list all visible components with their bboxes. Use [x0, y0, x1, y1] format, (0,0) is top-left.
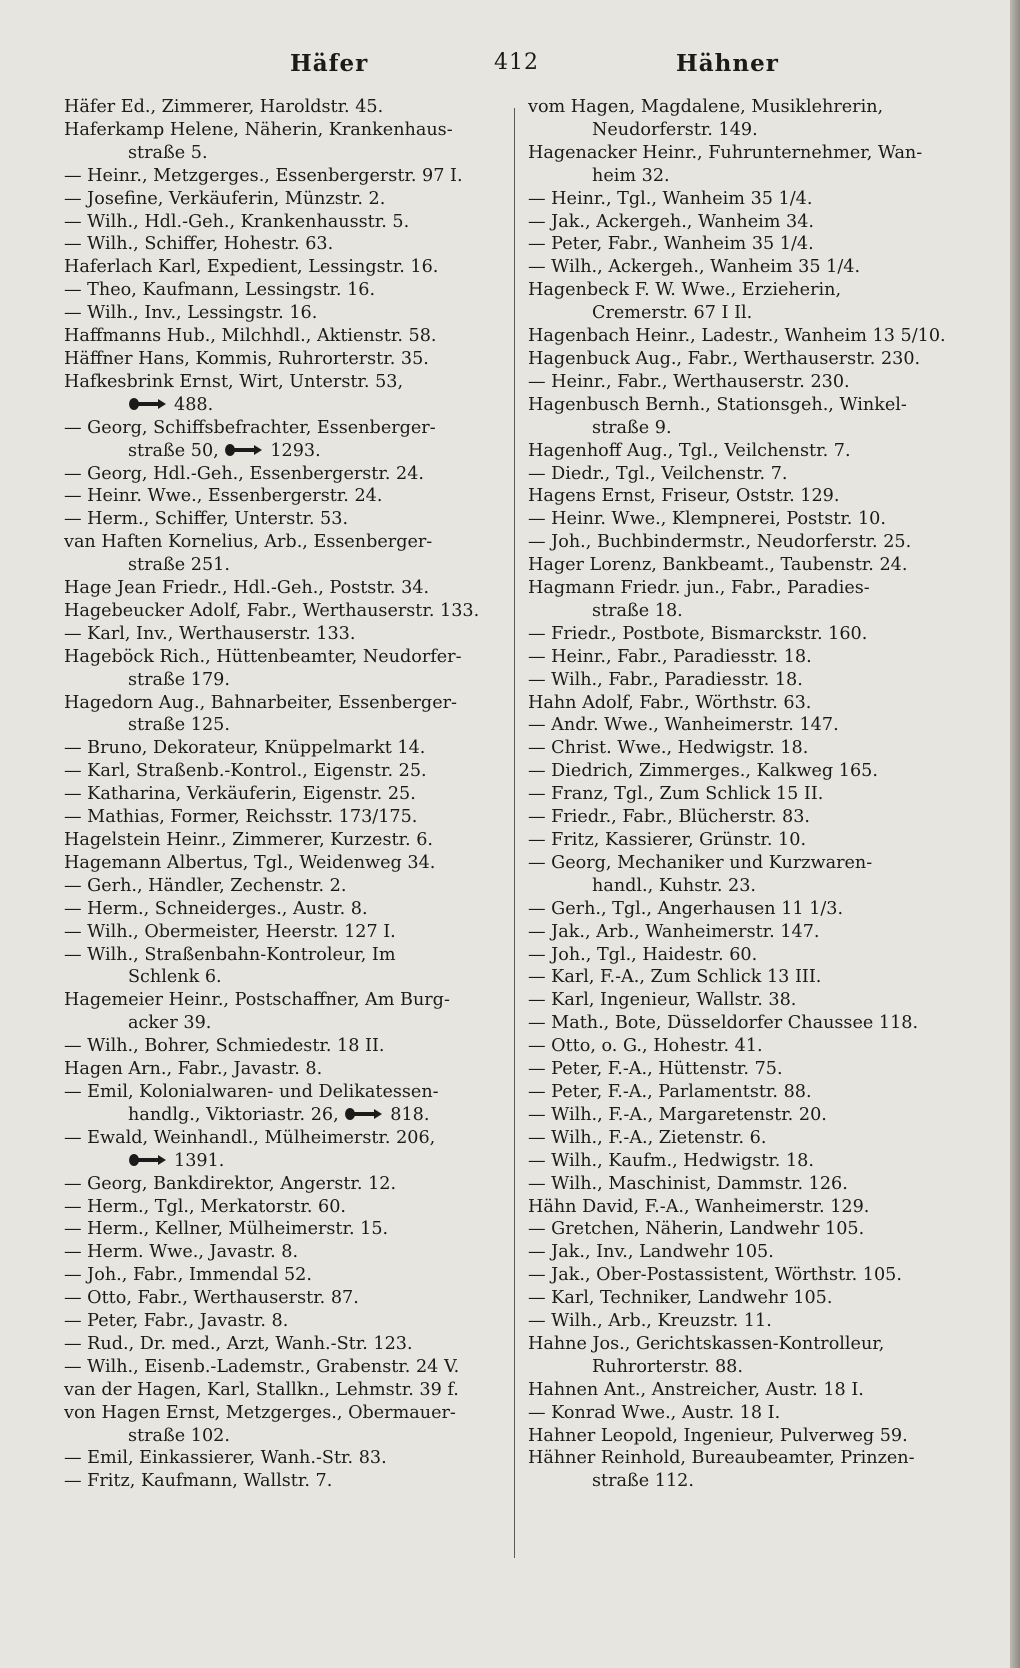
entry-line: — Heinr., Fabr., Paradiesstr. 18.	[528, 646, 812, 667]
entry-line: vom Hagen, Magdalene, Musiklehrerin,	[528, 97, 884, 117]
entry-continuation-text: handlg., Viktoriastr. 26,	[128, 1104, 339, 1125]
directory-entry	[528, 256, 960, 279]
directory-entry	[528, 325, 960, 348]
directory-entry	[64, 921, 502, 944]
entry-line: — Bruno, Dekorateur, Knüppelmarkt 14.	[64, 738, 426, 759]
directory-entry	[528, 944, 960, 967]
directory-entry	[528, 966, 960, 989]
entry-line: — Diedrich, Zimmerges., Kalkweg 165.	[528, 761, 878, 782]
telephone-receiver-icon	[128, 397, 168, 411]
entry-line: Häfer Ed., Zimmerer, Haroldstr. 45.	[64, 97, 384, 117]
phone-number: 1391.	[174, 1150, 225, 1171]
entry-continuation	[64, 554, 502, 577]
directory-entry	[528, 989, 960, 1012]
page-number: 412	[494, 50, 539, 75]
directory-entry	[528, 211, 960, 234]
directory-entry	[528, 806, 960, 829]
directory-entry	[64, 989, 502, 1035]
entry-line: — Wilh., Arb., Kreuzstr. 11.	[528, 1311, 772, 1332]
entry-line: — Diedr., Tgl., Veilchenstr. 7.	[528, 463, 788, 484]
entry-line: Hagemann Albertus, Tgl., Weidenweg 34.	[64, 852, 436, 873]
right-column	[528, 96, 960, 1493]
directory-entry	[64, 279, 502, 302]
entry-continuation-text: straße 9.	[592, 417, 672, 438]
directory-entry	[528, 1196, 960, 1219]
directory-entry	[64, 302, 502, 325]
entry-line: — Gerh., Tgl., Angerhausen 11 1/3.	[528, 898, 844, 919]
directory-entry	[528, 1379, 960, 1402]
directory-entry	[528, 783, 960, 806]
directory-entry	[64, 1218, 502, 1241]
entry-line: — Konrad Wwe., Austr. 18 I.	[528, 1402, 781, 1423]
entry-line: Häffner Hans, Kommis, Ruhrorterstr. 35.	[64, 348, 429, 369]
directory-entry	[528, 348, 960, 371]
entry-line: Hagenhoff Aug., Tgl., Veilchenstr. 7.	[528, 440, 851, 461]
entry-line: Hagenbuck Aug., Fabr., Werthauserstr. 230.	[528, 348, 921, 369]
entry-continuation-text: straße 18.	[592, 600, 683, 621]
directory-entry	[528, 1333, 960, 1379]
entry-line: — Georg, Schiffsbefrachter, Essenberger-	[64, 417, 436, 438]
entry-continuation	[64, 1425, 502, 1448]
directory-entry	[64, 1287, 502, 1310]
entry-line: — Emil, Einkassierer, Wanh.-Str. 83.	[64, 1448, 387, 1469]
entry-line: Hahne Jos., Gerichtskassen-Kontrolleur,	[528, 1333, 885, 1354]
directory-entry	[64, 1356, 502, 1379]
directory-entry	[528, 646, 960, 669]
entry-continuation	[64, 142, 502, 165]
entry-continuation-text: straße 102.	[128, 1425, 230, 1446]
telephone-receiver-icon	[344, 1107, 384, 1121]
directory-entry	[64, 325, 502, 348]
entry-line: — Gretchen, Näherin, Landwehr 105.	[528, 1219, 865, 1240]
book-spine-edge	[1010, 0, 1020, 1668]
entry-line: — Karl, Ingenieur, Wallstr. 38.	[528, 990, 797, 1011]
directory-entry	[64, 623, 502, 646]
entry-line: — Wilh., F.-A., Margaretenstr. 20.	[528, 1104, 827, 1125]
directory-entry	[528, 829, 960, 852]
entry-line: Hagen Arn., Fabr., Javastr. 8.	[64, 1059, 323, 1080]
entry-line: — Joh., Tgl., Haidestr. 60.	[528, 944, 758, 965]
entry-line: — Wilh., F.-A., Zietenstr. 6.	[528, 1127, 767, 1148]
directory-entry	[64, 760, 502, 783]
entry-line: — Herm. Wwe., Javastr. 8.	[64, 1242, 299, 1263]
directory-entry	[528, 188, 960, 211]
entry-line: — Jak., Arb., Wanheimerstr. 147.	[528, 921, 820, 942]
directory-entry	[528, 531, 960, 554]
entry-line: Hahner Leopold, Ingenieur, Pulverweg 59.	[528, 1425, 908, 1446]
directory-entry	[528, 623, 960, 646]
directory-entry	[64, 463, 502, 486]
directory-entry	[528, 737, 960, 760]
entry-line: — Friedr., Fabr., Blücherstr. 83.	[528, 807, 811, 828]
entry-line: — Wilh., Ackergeh., Wanheim 35 1/4.	[528, 257, 861, 278]
entry-line: — Georg, Mechaniker und Kurzwaren-	[528, 852, 873, 873]
phone-number: 818.	[390, 1104, 430, 1125]
directory-entry	[528, 1402, 960, 1425]
directory-entry	[64, 737, 502, 760]
directory-entry	[528, 1218, 960, 1241]
entry-line: Hagenbeck F. W. Wwe., Erzieherin,	[528, 280, 842, 301]
entry-line: — Otto, o. G., Hohestr. 41.	[528, 1036, 763, 1057]
directory-entry	[528, 1287, 960, 1310]
entry-line: — Wilh., Schiffer, Hohestr. 63.	[64, 234, 334, 255]
entry-continuation-text: straße 5.	[128, 142, 208, 163]
entry-line: van der Hagen, Karl, Stallkn., Lehmstr. 39 f.	[64, 1379, 459, 1400]
directory-entry	[528, 142, 960, 188]
directory-entry	[64, 119, 502, 165]
entry-line: — Rud., Dr. med., Arzt, Wanh.-Str. 123.	[64, 1333, 413, 1354]
directory-entry	[64, 211, 502, 234]
entry-line: — Heinr., Metzgerges., Essenbergerstr. 97 I.	[64, 165, 463, 186]
running-head	[0, 50, 1020, 86]
entry-line: — Heinr., Tgl., Wanheim 35 1/4.	[528, 188, 813, 209]
entry-line: Hähner Reinhold, Bureaubeamter, Prinzen-	[528, 1448, 915, 1469]
entry-line: — Ewald, Weinhandl., Mülheimerstr. 206,	[64, 1127, 436, 1148]
entry-line: — Wilh., Kaufm., Hedwigstr. 18.	[528, 1150, 814, 1171]
entry-line: Haferkamp Helene, Näherin, Krankenhaus-	[64, 119, 453, 140]
entry-line: — Karl, Straßenb.-Kontrol., Eigenstr. 25.	[64, 761, 427, 782]
entry-line: — Mathias, Former, Reichsstr. 173/175.	[64, 807, 418, 828]
entry-line: — Fritz, Kassierer, Grünstr. 10.	[528, 830, 807, 850]
directory-entry	[528, 1264, 960, 1287]
entry-continuation-text: Cremerstr. 67 I Il.	[592, 303, 753, 324]
directory-entry	[528, 692, 960, 715]
entry-line: — Jak., Ackergeh., Wanheim 34.	[528, 211, 814, 232]
entry-continuation	[528, 302, 960, 325]
entry-continuation-text: Schlenk 6.	[128, 967, 222, 988]
directory-entry	[64, 600, 502, 623]
entry-line: — Peter, F.-A., Parlamentstr. 88.	[528, 1081, 812, 1102]
directory-entry	[64, 1447, 502, 1470]
entry-line: — Math., Bote, Düsseldorfer Chaussee 118.	[528, 1013, 919, 1034]
entry-line: — Josefine, Verkäuferin, Münzstr. 2.	[64, 188, 386, 209]
directory-entry	[528, 1310, 960, 1333]
entry-continuation-text: straße 251.	[128, 555, 230, 576]
entry-line: — Wilh., Bohrer, Schmiedestr. 18 II.	[64, 1036, 385, 1057]
entry-line: Hahnen Ant., Anstreicher, Austr. 18 I.	[528, 1379, 864, 1400]
entry-continuation-text: straße 50,	[128, 440, 219, 461]
entry-continuation	[64, 966, 502, 989]
entry-line: Hagedorn Aug., Bahnarbeiter, Essenberger-	[64, 692, 457, 713]
directory-entry	[64, 1333, 502, 1356]
directory-entry	[528, 485, 960, 508]
telephone-receiver-icon	[224, 443, 264, 457]
directory-entry	[528, 1425, 960, 1448]
directory-entry	[528, 233, 960, 256]
directory-entry	[64, 829, 502, 852]
entry-line: — Herm., Schneiderges., Austr. 8.	[64, 898, 368, 919]
entry-line: — Karl, F.-A., Zum Schlick 13 III.	[528, 967, 822, 988]
directory-entry	[528, 1241, 960, 1264]
directory-entry	[64, 508, 502, 531]
directory-entry	[64, 852, 502, 875]
entry-line: — Andr. Wwe., Wanheimerstr. 147.	[528, 715, 839, 736]
directory-entry	[64, 256, 502, 279]
directory-entry	[528, 1127, 960, 1150]
entry-line: — Friedr., Postbote, Bismarckstr. 160.	[528, 623, 868, 644]
entry-line: Hagenbach Heinr., Ladestr., Wanheim 13 5/10.	[528, 326, 946, 347]
directory-entry	[528, 577, 960, 623]
directory-entry	[64, 692, 502, 738]
directory-entry	[64, 1035, 502, 1058]
entry-continuation	[64, 1104, 502, 1127]
directory-entry	[64, 165, 502, 188]
directory-entry	[64, 646, 502, 692]
entry-line: — Jak., Inv., Landwehr 105.	[528, 1242, 774, 1263]
header-first-entry: Häfer	[290, 50, 369, 77]
entry-line: — Wilh., Fabr., Paradiesstr. 18.	[528, 669, 803, 690]
entry-line: — Katharina, Verkäuferin, Eigenstr. 25.	[64, 784, 416, 805]
directory-entry	[64, 783, 502, 806]
entry-line: — Herm., Tgl., Merkatorstr. 60.	[64, 1196, 347, 1217]
entry-line: — Wilh., Eisenb.-Lademstr., Grabenstr. 24 V.	[64, 1356, 460, 1377]
directory-entry	[528, 279, 960, 325]
entry-line: — Wilh., Straßenbahn-Kontroleur, Im	[64, 944, 396, 965]
directory-entry	[528, 669, 960, 692]
directory-entry	[64, 898, 502, 921]
directory-entry	[64, 1173, 502, 1196]
entry-continuation-text: straße 112.	[592, 1471, 694, 1492]
entry-line: — Wilh., Inv., Lessingstr. 16.	[64, 303, 318, 324]
entry-line: Hagelstein Heinr., Zimmerer, Kurzestr. 6.	[64, 830, 434, 850]
telephone-receiver-icon	[128, 1153, 168, 1167]
entry-line: — Jak., Ober-Postassistent, Wörthstr. 105.	[528, 1265, 902, 1286]
directory-entry	[64, 348, 502, 371]
directory-entry	[64, 96, 502, 119]
directory-entry	[528, 1104, 960, 1127]
entry-line: Hagenacker Heinr., Fuhrunternehmer, Wan-	[528, 142, 923, 163]
entry-line: — Heinr., Fabr., Werthauserstr. 230.	[528, 371, 850, 392]
entry-line: Hagmann Friedr. jun., Fabr., Paradies-	[528, 578, 870, 599]
entry-line: — Wilh., Maschinist, Dammstr. 126.	[528, 1173, 848, 1194]
entry-line: — Christ. Wwe., Hedwigstr. 18.	[528, 738, 809, 759]
entry-line: — Joh., Buchbindermstr., Neudorferstr. 25.	[528, 532, 912, 553]
entry-line: Hafkesbrink Ernst, Wirt, Unterstr. 53,	[64, 371, 404, 392]
entry-line: Haffmanns Hub., Milchhdl., Aktienstr. 58.	[64, 326, 437, 347]
entry-line: — Peter, F.-A., Hüttenstr. 75.	[528, 1059, 783, 1080]
directory-entry	[528, 898, 960, 921]
entry-line: Hageböck Rich., Hüttenbeamter, Neudorfer-	[64, 646, 462, 667]
entry-line: — Fritz, Kaufmann, Wallstr. 7.	[64, 1471, 333, 1492]
directory-entry	[64, 1196, 502, 1219]
directory-entry	[528, 1173, 960, 1196]
directory-entry	[528, 440, 960, 463]
directory-entry	[528, 714, 960, 737]
entry-line: Hagemeier Heinr., Postschaffner, Am Burg-	[64, 990, 450, 1011]
directory-entry	[528, 554, 960, 577]
entry-continuation	[528, 875, 960, 898]
directory-entry	[528, 1012, 960, 1035]
directory-entry	[528, 1058, 960, 1081]
entry-line: Hahn Adolf, Fabr., Wörthstr. 63.	[528, 692, 812, 713]
entry-continuation	[528, 600, 960, 623]
entry-line: Hager Lorenz, Bankbeamt., Taubenstr. 24.	[528, 555, 908, 576]
directory-entry	[64, 1241, 502, 1264]
entry-line: — Peter, Fabr., Wanheim 35 1/4.	[528, 234, 814, 255]
directory-entry	[528, 921, 960, 944]
entry-continuation-text: straße 125.	[128, 715, 230, 736]
directory-entry	[64, 1402, 502, 1448]
entry-line: — Karl, Inv., Werthauserstr. 133.	[64, 623, 356, 644]
directory-entry	[528, 96, 960, 142]
directory-entry	[64, 1310, 502, 1333]
directory-entry	[64, 188, 502, 211]
entry-continuation	[64, 714, 502, 737]
entry-continuation	[528, 119, 960, 142]
entry-line: — Heinr. Wwe., Klempnerei, Poststr. 10.	[528, 509, 886, 530]
entry-line: — Joh., Fabr., Immendal 52.	[64, 1265, 312, 1286]
entry-continuation	[528, 1356, 960, 1379]
left-column	[64, 96, 502, 1493]
entry-line: Hagebeucker Adolf, Fabr., Werthauserstr. 133.	[64, 600, 480, 621]
directory-entry	[64, 233, 502, 256]
directory-entry	[64, 944, 502, 990]
directory-entry	[528, 1150, 960, 1173]
entry-line: — Karl, Techniker, Landwehr 105.	[528, 1288, 833, 1309]
entry-line: — Wilh., Obermeister, Heerstr. 127 I.	[64, 921, 396, 942]
entry-continuation	[528, 1470, 960, 1493]
directory-entry	[64, 531, 502, 577]
entry-line: von Hagen Ernst, Metzgerges., Obermauer-	[64, 1402, 456, 1423]
directory-entry	[64, 577, 502, 600]
directory-entry	[64, 1127, 502, 1173]
entry-continuation-text: straße 179.	[128, 669, 230, 690]
phone-line	[64, 394, 502, 417]
directory-entry	[64, 1058, 502, 1081]
directory-entry	[64, 1470, 502, 1493]
directory-entry	[64, 1081, 502, 1127]
entry-line: — Franz, Tgl., Zum Schlick 15 II.	[528, 784, 824, 805]
directory-entry	[528, 1035, 960, 1058]
phone-number: 1293.	[270, 440, 321, 461]
entry-continuation	[64, 440, 502, 463]
directory-entry	[64, 485, 502, 508]
entry-line: van Haften Kornelius, Arb., Essenberger-	[64, 532, 433, 553]
entry-continuation-text: handl., Kuhstr. 23.	[592, 875, 756, 896]
entry-line: — Herm., Kellner, Mülheimerstr. 15.	[64, 1219, 389, 1240]
phone-number: 488.	[174, 394, 214, 415]
directory-entry	[64, 806, 502, 829]
directory-entry	[528, 371, 960, 394]
entry-continuation	[64, 1012, 502, 1035]
entry-line: — Georg, Hdl.-Geh., Essenbergerstr. 24.	[64, 463, 425, 484]
directory-entry	[528, 508, 960, 531]
directory-entry	[528, 760, 960, 783]
entry-line: — Theo, Kaufmann, Lessingstr. 16.	[64, 280, 376, 301]
column-divider	[514, 108, 515, 1558]
entry-continuation	[64, 669, 502, 692]
entry-line: — Heinr. Wwe., Essenbergerstr. 24.	[64, 486, 383, 507]
directory-entry	[528, 1447, 960, 1493]
entry-continuation-text: acker 39.	[128, 1013, 212, 1034]
directory-entry	[528, 1081, 960, 1104]
entry-line: Haferlach Karl, Expedient, Lessingstr. 16.	[64, 257, 439, 278]
directory-entry	[64, 1264, 502, 1287]
entry-line: — Peter, Fabr., Javastr. 8.	[64, 1311, 289, 1332]
entry-line: — Otto, Fabr., Werthauserstr. 87.	[64, 1288, 359, 1309]
entry-line: — Herm., Schiffer, Unterstr. 53.	[64, 509, 349, 530]
directory-entry	[64, 371, 502, 417]
entry-line: Hagens Ernst, Friseur, Oststr. 129.	[528, 486, 840, 507]
entry-continuation-text: Ruhrorterstr. 88.	[592, 1356, 743, 1377]
phone-line	[64, 1150, 502, 1173]
entry-line: — Georg, Bankdirektor, Angerstr. 12.	[64, 1173, 397, 1194]
entry-line: — Emil, Kolonialwaren- und Delikatessen-	[64, 1081, 439, 1102]
header-last-entry: Hähner	[676, 50, 779, 77]
entry-continuation	[528, 417, 960, 440]
entry-line: — Gerh., Händler, Zechenstr. 2.	[64, 875, 347, 896]
directory-entry	[528, 852, 960, 898]
directory-entry	[64, 875, 502, 898]
entry-line: — Wilh., Hdl.-Geh., Krankenhausstr. 5.	[64, 211, 410, 232]
directory-entry	[528, 394, 960, 440]
entry-line: Hagenbusch Bernh., Stationsgeh., Winkel-	[528, 394, 907, 415]
entry-continuation-text: heim 32.	[592, 165, 670, 186]
directory-entry	[528, 463, 960, 486]
entry-line: Hähn David, F.-A., Wanheimerstr. 129.	[528, 1196, 870, 1217]
entry-line: Hage Jean Friedr., Hdl.-Geh., Poststr. 34.	[64, 578, 430, 599]
directory-entry	[64, 1379, 502, 1402]
entry-continuation	[528, 165, 960, 188]
entry-continuation-text: Neudorferstr. 149.	[592, 119, 758, 140]
directory-entry	[64, 417, 502, 463]
